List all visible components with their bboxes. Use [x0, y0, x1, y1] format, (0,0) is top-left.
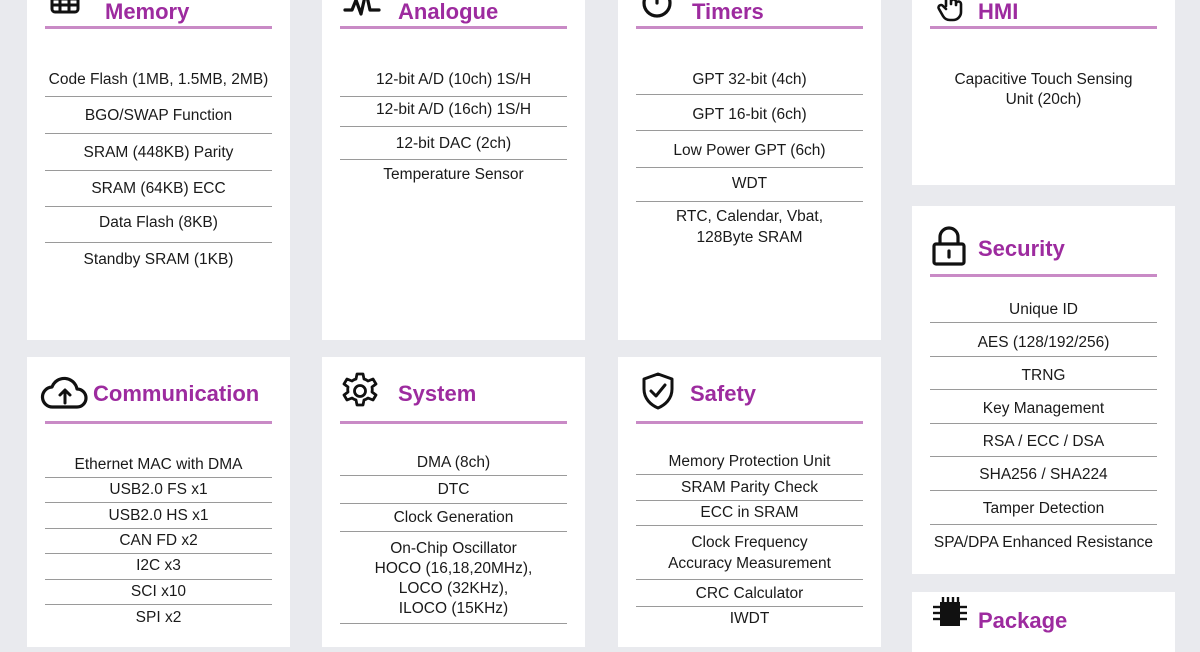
memory-title: Memory — [105, 0, 190, 24]
divider — [340, 475, 567, 476]
divider — [930, 322, 1157, 323]
list-item: HOCO (16,18,20MHz), — [374, 560, 533, 577]
divider — [636, 606, 863, 607]
list-item: WDT — [731, 175, 768, 192]
divider — [45, 604, 272, 605]
divider — [45, 502, 272, 503]
list-item: IWDT — [729, 610, 770, 627]
divider — [45, 477, 272, 478]
touch-hand-icon — [934, 0, 968, 20]
list-item: Capacitive Touch Sensing — [954, 71, 1133, 88]
list-item: Unique ID — [1009, 301, 1078, 318]
list-item: SPA/DPA Enhanced Resistance — [933, 534, 1154, 551]
timers-header — [636, 0, 863, 29]
list-item: Tamper Detection — [982, 500, 1105, 517]
memory-header — [45, 0, 272, 29]
list-item: USB2.0 FS x1 — [109, 481, 208, 498]
list-item: Data Flash (8KB) — [99, 214, 218, 231]
padlock-icon — [930, 226, 964, 260]
timers-title: Timers — [692, 0, 764, 24]
divider — [340, 96, 567, 97]
list-item: 128Byte SRAM — [696, 229, 803, 246]
hmi-header — [930, 0, 1157, 29]
list-item: SPI x2 — [135, 609, 182, 626]
list-item: CAN FD x2 — [119, 532, 198, 549]
divider — [45, 206, 272, 207]
waveform-icon — [344, 0, 378, 20]
list-item: DMA (8ch) — [416, 454, 491, 471]
list-item: SRAM (64KB) ECC — [91, 180, 226, 197]
list-item: DTC — [437, 481, 470, 498]
divider — [930, 524, 1157, 525]
divider — [45, 96, 272, 97]
list-item: CRC Calculator — [695, 585, 804, 602]
list-item: ILOCO (15KHz) — [398, 600, 509, 617]
security-header — [930, 218, 1157, 277]
list-item: AES (128/192/256) — [977, 334, 1110, 351]
stopwatch-icon — [640, 0, 674, 18]
list-item: I2C x3 — [136, 557, 181, 574]
safety-title: Safety — [690, 381, 757, 406]
divider — [45, 133, 272, 134]
cloud-upload-icon — [41, 375, 75, 409]
divider — [45, 579, 272, 580]
list-item: GPT 16-bit (6ch) — [692, 106, 807, 123]
list-item: Code Flash (1MB, 1.5MB, 2MB) — [48, 71, 269, 88]
list-item: Key Management — [982, 400, 1105, 417]
divider — [636, 94, 863, 95]
system-title: System — [398, 381, 477, 406]
divider — [930, 456, 1157, 457]
divider — [930, 490, 1157, 491]
divider — [636, 500, 863, 501]
list-item: 12-bit A/D (16ch) 1S/H — [375, 101, 532, 118]
list-item: ECC in SRAM — [700, 504, 799, 521]
divider — [636, 201, 863, 202]
list-item: Low Power GPT (6ch) — [673, 142, 826, 159]
divider — [636, 474, 863, 475]
system-card — [322, 357, 585, 647]
safety-header — [636, 369, 863, 424]
list-item: SCI x10 — [130, 583, 187, 600]
list-item: LOCO (32KHz), — [398, 580, 509, 597]
divider — [636, 130, 863, 131]
list-item: RTC, Calendar, Vbat, — [675, 208, 824, 225]
list-item: SHA256 / SHA224 — [979, 466, 1108, 483]
divider — [45, 553, 272, 554]
list-item: Memory Protection Unit — [668, 453, 831, 470]
communication-card — [27, 357, 290, 647]
list-item: Clock Frequency — [691, 534, 808, 551]
package-title: Package — [978, 608, 1068, 633]
divider — [930, 356, 1157, 357]
grid-memory-icon — [49, 0, 83, 18]
hmi-card — [912, 0, 1175, 185]
gear-icon — [340, 371, 374, 405]
divider — [636, 167, 863, 168]
list-item: Accuracy Measurement — [668, 555, 831, 572]
list-item: TRNG — [1021, 367, 1066, 384]
analogue-header — [340, 0, 567, 29]
hmi-title: HMI — [978, 0, 1019, 24]
list-item: BGO/SWAP Function — [84, 107, 233, 124]
divider — [45, 528, 272, 529]
analogue-title: Analogue — [398, 0, 499, 24]
communication-title: Communication — [93, 381, 260, 406]
list-item: Temperature Sensor — [383, 166, 524, 183]
divider — [930, 423, 1157, 424]
list-item: SRAM Parity Check — [681, 479, 818, 496]
shield-check-icon — [640, 371, 674, 405]
security-title: Security — [978, 236, 1065, 261]
divider — [636, 525, 863, 526]
memory-card — [27, 0, 290, 340]
timers-card — [618, 0, 881, 340]
divider — [45, 242, 272, 243]
list-item: Unit (20ch) — [1005, 91, 1082, 108]
security-card — [912, 206, 1175, 574]
list-item: Clock Generation — [393, 509, 514, 526]
divider — [340, 531, 567, 532]
package-header — [930, 592, 1157, 638]
communication-header — [45, 369, 272, 424]
list-item: USB2.0 HS x1 — [108, 507, 209, 524]
divider — [636, 579, 863, 580]
system-header — [340, 369, 567, 424]
list-item: GPT 32-bit (4ch) — [692, 71, 807, 88]
divider — [45, 170, 272, 171]
divider — [340, 503, 567, 504]
list-item: Standby SRAM (1KB) — [83, 251, 234, 268]
analogue-card — [322, 0, 585, 340]
package-card — [912, 592, 1175, 652]
divider — [340, 159, 567, 160]
divider — [340, 126, 567, 127]
list-item: SRAM (448KB) Parity — [83, 144, 234, 161]
list-item: On-Chip Oscillator — [390, 540, 517, 557]
safety-card — [618, 357, 881, 647]
divider — [930, 389, 1157, 390]
list-item: RSA / ECC / DSA — [982, 433, 1105, 450]
chip-icon — [930, 596, 964, 630]
list-item: 12-bit A/D (10ch) 1S/H — [375, 71, 532, 88]
divider — [340, 623, 567, 624]
list-item: 12-bit DAC (2ch) — [395, 135, 512, 152]
list-item: Ethernet MAC with DMA — [74, 456, 243, 473]
